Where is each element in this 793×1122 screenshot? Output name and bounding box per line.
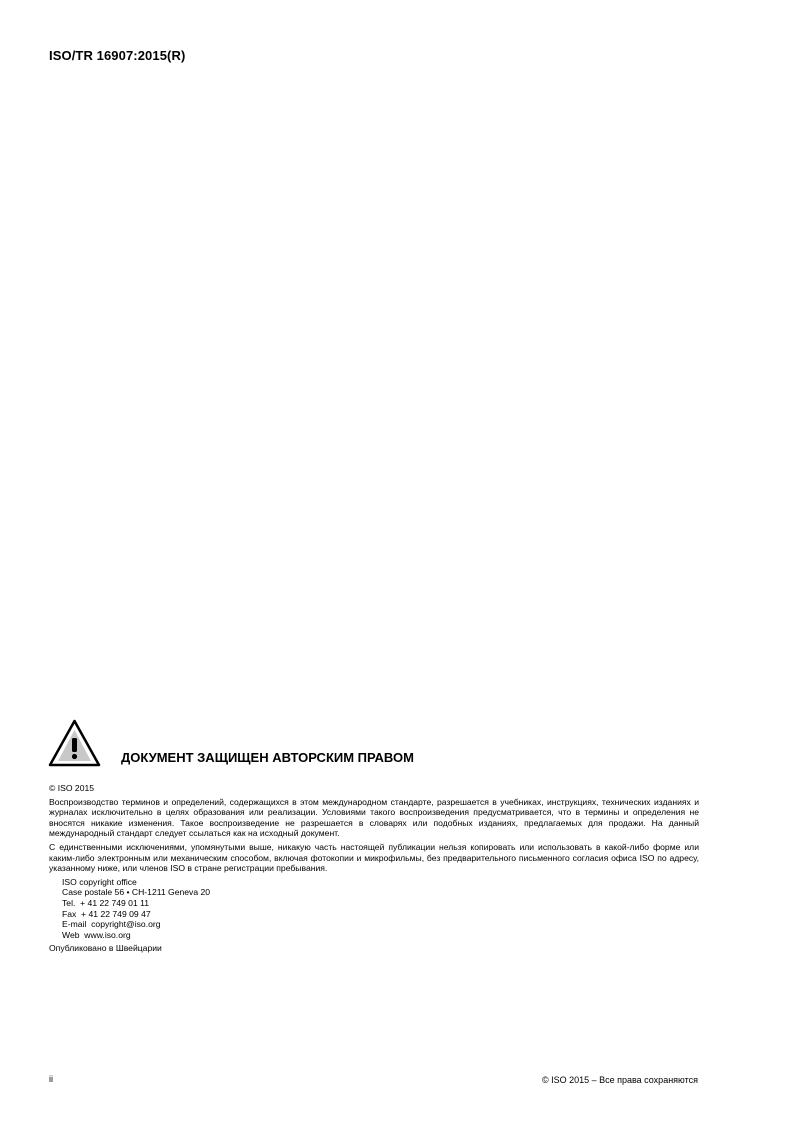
copyright-notice: [49, 783, 699, 957]
address-tel: Tel. + 41 22 749 01 11: [62, 897, 150, 908]
address-fax: Fax + 41 22 749 09 47: [62, 908, 151, 919]
published-line: Опубликовано в Швейцарии: [49, 943, 162, 954]
reproduction-paragraph: Воспроизводство терминов и определений, содержащихся в этом международном стандарте, разрешается в учебниках, инструкциях, технических изданиях и журналах исключительно в целях образования или реализации. Условиями такого воспроизведения предусматривается, что в термины и определения не вносятся никакие изменения. Такое воспроизведение не разрешается в словарях или подобных изданиях, предлагаемых для продажи. На данный международный стандарт следует ссылаться как на исходный документ.: [49, 796, 699, 839]
copyright-notice-title: ДОКУМЕНТ ЗАЩИЩЕН АВТОРСКИМ ПРАВОМ: [121, 750, 414, 765]
address-office: ISO copyright office: [62, 876, 137, 887]
iso-address: [62, 877, 699, 941]
address-street: Case postale 56 • CH-1211 Geneva 20: [62, 887, 211, 898]
document-id: ISO/TR 16907:2015(R): [49, 48, 186, 63]
warning-triangle-icon: [47, 718, 102, 768]
page-number: ii: [49, 1074, 53, 1084]
copyright-line: © ISO 2015: [49, 783, 95, 793]
restriction-paragraph: С единственными исключениями, упомянутыми выше, никакую часть настоящей публикации нельзя копировать или использовать в какой-либо форме или каким-либо электронным или механическим способом, включая фотокопии и микрофильмы, без предварительного письменного согласия офиса ISO по адресу, указанному ниже, или членов ISO в стране регистрации пребывания.: [49, 841, 699, 874]
address-web: Web www.iso.org: [62, 929, 131, 940]
address-email: E-mail copyright@iso.org: [62, 919, 161, 930]
footer-rights: © ISO 2015 – Все права сохраняются: [541, 1075, 698, 1085]
